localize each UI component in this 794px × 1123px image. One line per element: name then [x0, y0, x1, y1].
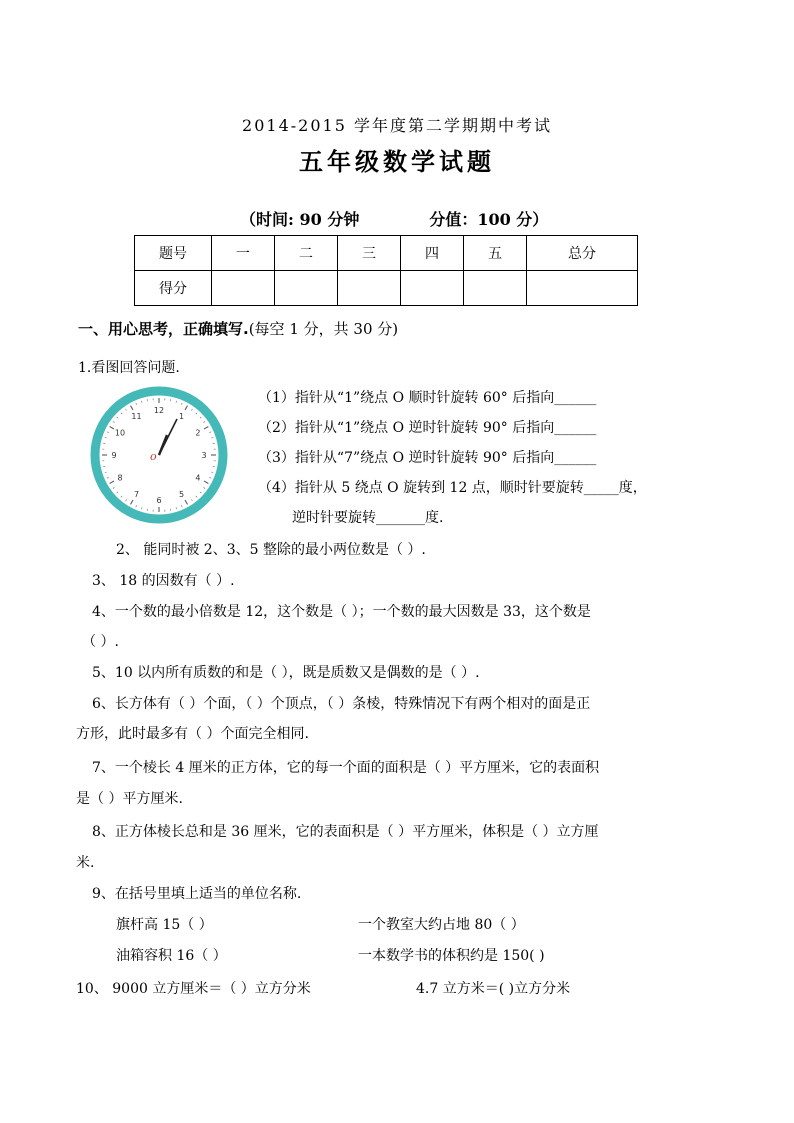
question-6b: 方形，此时最多有（ ）个面完全相同.: [76, 726, 309, 742]
question-10b: 4.7 立方米＝( )立方分米: [416, 981, 571, 997]
question-1-4b: 逆时针要旋转_______度.: [292, 510, 444, 526]
table-cell: 得分: [135, 271, 212, 306]
question-7a: 7、一个棱长 4 厘米的正方体，它的每一个面的面积是（ ）平方厘米，它的表面积: [92, 760, 600, 776]
table-row: [135, 271, 638, 306]
clock-number: 4: [195, 473, 201, 483]
question-8a: 8、正方体棱长总和是 36 厘米，它的表面积是（ ）平方厘米，体积是（ ）立方厘: [92, 824, 599, 840]
table-cell: 题号: [135, 236, 212, 271]
section-note: (每空 1 分，共 30 分): [248, 320, 399, 338]
score-input-cell[interactable]: [401, 271, 464, 306]
question-1-2: （2）指针从“1”绕点 O 逆时针旋转 90° 后指向______: [258, 420, 597, 436]
clock-number: 9: [111, 451, 117, 460]
table-row: [135, 236, 638, 271]
score-input-cell[interactable]: [275, 271, 338, 306]
question-9-3: 油箱容积 16（ ）: [116, 948, 227, 964]
score-table: [134, 235, 638, 306]
clock-number: 1: [178, 412, 185, 422]
clock-center-label: o: [150, 450, 157, 463]
clock-icon: [88, 384, 230, 526]
score-input-cell[interactable]: [212, 271, 275, 306]
question-4b: （ ）.: [82, 634, 119, 650]
clock-number: 2: [195, 428, 201, 438]
exam-title: 五年级数学试题: [299, 148, 495, 176]
question-6a: 6、长方体有（ ）个面，（ ）个顶点，（ ）条棱，特殊情况下有两个相对的面是正: [92, 696, 591, 712]
clock-number: 12: [153, 406, 165, 415]
question-7b: 是（ ）平方厘米.: [76, 791, 183, 807]
question-2: 2、 能同时被 2、3、5 整除的最小两位数是（ ）.: [116, 542, 426, 558]
question-5: 5、10 以内所有质数的和是（ ），既是质数又是偶数的是（ ）.: [92, 665, 480, 681]
section-heading: [78, 318, 398, 339]
table-cell: 三: [338, 236, 401, 271]
question-1-4: （4）指针从 5 绕点 O 旋转到 12 点，顺时针要旋转_____度，: [258, 480, 647, 496]
table-cell: 总分: [527, 236, 638, 271]
question-4a: 4、一个数的最小倍数是 12，这个数是（ ）；一个数的最大因数是 33，这个数是: [92, 604, 591, 620]
question-3: 3、 18 的因数有（ ）.: [92, 573, 235, 589]
table-cell: 四: [401, 236, 464, 271]
clock-number: 5: [178, 489, 185, 499]
clock-number: 3: [201, 451, 207, 460]
time-limit: （时间: 90 分钟: [240, 210, 360, 229]
clock-number: 8: [117, 473, 123, 483]
score-input-cell[interactable]: [527, 271, 638, 306]
table-cell: 一: [212, 236, 275, 271]
score-input-cell[interactable]: [464, 271, 527, 306]
clock-number: 10: [114, 428, 126, 438]
clock-number: 11: [131, 412, 142, 422]
question-10a: 10、 9000 立方厘米＝（ ）立方分米: [76, 981, 311, 997]
question-8b: 米.: [76, 855, 95, 871]
question-1-3: （3）指针从“7”绕点 O 逆时针旋转 90° 后指向______: [258, 450, 597, 466]
clock-number: 6: [156, 496, 162, 505]
clock-number: 7: [133, 489, 140, 499]
exam-info: [240, 207, 548, 230]
total-score: 分值：100 分）: [429, 210, 549, 229]
section-title: 一、用心思考，正确填写.: [78, 320, 249, 338]
table-cell: 五: [464, 236, 527, 271]
table-cell: 二: [275, 236, 338, 271]
score-input-cell[interactable]: [338, 271, 401, 306]
question-9-1: 旗杆高 15（ ）: [116, 917, 213, 933]
question-9-2: 一个教室大约占地 80（ ）: [358, 917, 525, 933]
question-1-1: （1）指针从“1”绕点 O 顺时针旋转 60° 后指向______: [258, 390, 597, 406]
question-9: 9、在括号里填上适当的单位名称.: [92, 886, 302, 902]
question-1: 1.看图回答问题.: [78, 360, 180, 376]
question-9-4: 一本数学书的体积约是 150( ): [358, 948, 545, 964]
exam-year-line: 2014-2015 学年度第二学期期中考试: [242, 116, 552, 135]
